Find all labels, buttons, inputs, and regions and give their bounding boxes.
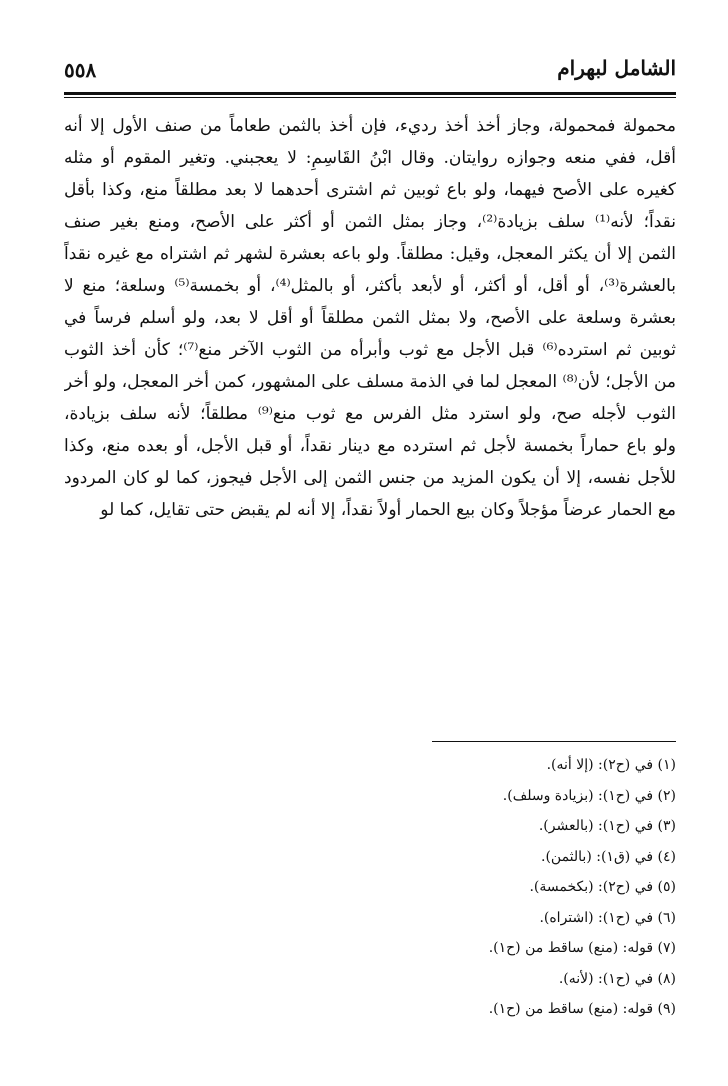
text-line: الثوب لأجله صح، ولو استرد مثل الفرس مع ثوب منع⁽⁹⁾ مطلقاً؛ لأنه سلف بزيادة، (64, 404, 676, 424)
footnote: (٦) في (ح١): (اشتراه). (539, 909, 676, 926)
footnote-separator (432, 741, 676, 742)
running-title: الشامل لبهرام (557, 56, 676, 80)
footnote: (٨) في (ح١): (لأنه). (558, 970, 676, 987)
text-line: نقداً؛ لأنه⁽¹⁾ سلف بزيادة⁽²⁾، وجاز بمثل الثمن أو أكثر على الأصح، ومنع بغير صنف (64, 212, 676, 232)
text-line: الثمن إلا أن يكثر المعجل، وقيل: مطلقاً. ولو باعه بعشرة لشهر ثم اشتراه مع غيره نقداً (64, 244, 676, 264)
text-line: بعشرة وسلعة على الأصح، ولا بمثل الثمن مطلقاً أو أقل لا بعد، ولو أسلم فرساً في (64, 308, 676, 328)
header-rule (64, 92, 676, 95)
footnote: (٤) في (ق١): (بالثمن). (541, 848, 676, 865)
header-rule-thin (64, 97, 676, 98)
page-number: ٥٥٨ (64, 58, 97, 82)
page-header (64, 54, 676, 94)
text-line: بالعشرة⁽³⁾، أو أقل، أو أكثر، أو لأبعد بأكثر، أو بالمثل⁽⁴⁾، أو بخمسة⁽⁵⁾ وسلعة؛ منع لا (64, 276, 676, 296)
text-line: مع الحمار عرضاً مؤجلاً وكان بيع الحمار أولاً نقداً، إلا أنه لم يقبض حتى تقايل، كما لو (100, 500, 676, 520)
footnotes (276, 750, 676, 1025)
text-line: كغيره على الأصح فيهما، ولو باع ثوبين ثم اشترى أحدهما لا بعد مطلقاً منع، وكذا بأقل (64, 180, 676, 200)
footnote: (٢) في (ح١): (بزيادة وسلف). (502, 787, 676, 804)
footnote: (٥) في (ح٢): (بكخمسة). (529, 879, 676, 895)
text-line: ولو باع حماراً بخمسة لأجل ثم استرده مع دينار نقداً، أو قبل الأجل، أو بعده منع، وكذا (64, 436, 676, 456)
footnote: (١) في (ح٢): (إلا أنه). (546, 757, 676, 773)
text-line: من الأجل؛ لأن⁽⁸⁾ المعجل لما في الذمة مسلف على المشهور، كمن أخر المعجل، ولو أخر (64, 372, 676, 392)
main-text (64, 110, 676, 526)
text-line: للأجل نفسه، إلا أن يكون المزيد من جنس الثمن إلى الأجل فيجوز، كما لو كان المردود (64, 468, 676, 488)
text-line: ثوبين ثم استرده⁽⁶⁾ قبل الأجل مع ثوب وأبرأه من الثوب الآخر منع⁽⁷⁾؛ كأن أخذ الثوب (64, 340, 676, 360)
text-line: محمولة فمحمولة، وجاز أخذ أخذ رديء، فإن أخذ بالثمن طعاماً من صنف الأول إلا أنه (64, 116, 676, 136)
footnote: (٧) قوله: (منع) ساقط من (ح١). (488, 940, 676, 956)
text-line: أقل، ففي منعه وجوازه روايتان. وقال ابْنُ القَاسِمِ: لا يعجبني. وتغير المقوم أو مثله (64, 148, 676, 168)
footnote: (٣) في (ح١): (بالعشر). (538, 818, 676, 834)
footnote: (٩) قوله: (منع) ساقط من (ح١). (488, 1001, 676, 1017)
